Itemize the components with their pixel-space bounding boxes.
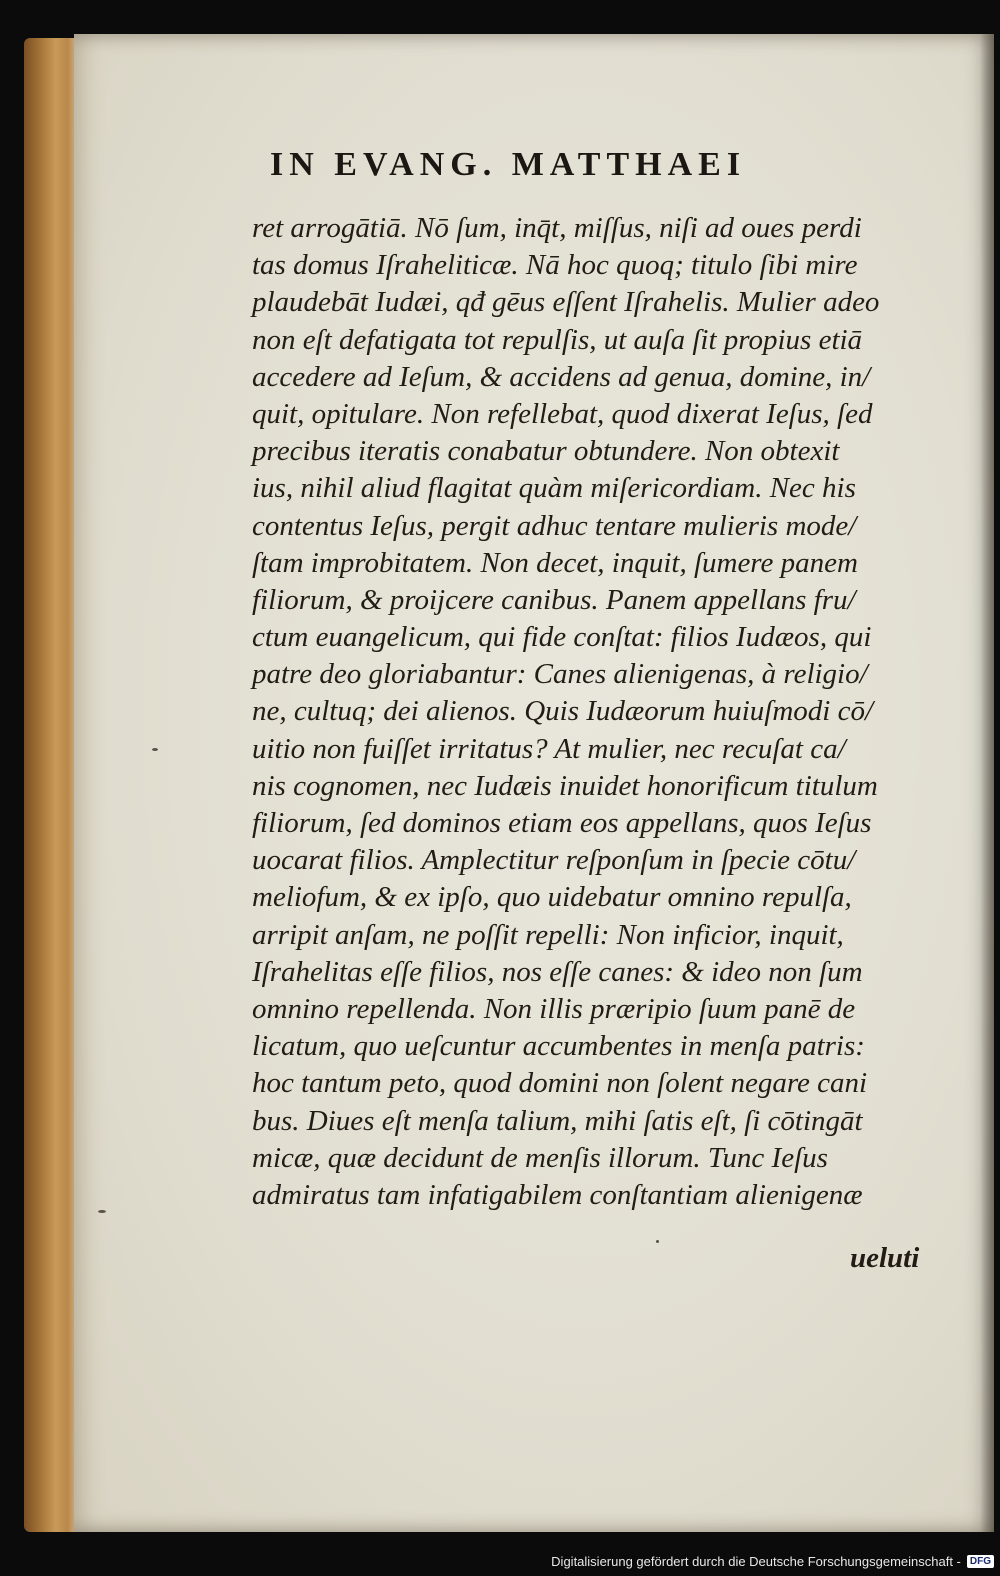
page-gutter-shadow <box>980 34 994 1532</box>
text-line: micæ, quæ decidunt de menſis illorum. Tunc Ieſus <box>252 1141 828 1174</box>
text-line: non eſt defatigata tot repulſis, ut auſa ſit propius etiā <box>252 323 863 356</box>
paper-speck <box>656 1240 659 1243</box>
text-line: ne, cultuq; dei alienos. Quis Iudæorum huiuſmodi cō/ <box>252 695 874 728</box>
text-line: admiratus tam infatigabilem conſtantiam alienigenæ <box>252 1178 863 1211</box>
text-line: precibus iteratis conabatur obtundere. Non obtexit <box>252 435 840 468</box>
text-line: arripit anſam, ne poſſit repelli: Non inficior, inquit, <box>252 918 844 951</box>
text-line: licatum, quo ueſcuntur accumbentes in menſa patris: <box>252 1030 865 1063</box>
digitization-footer <box>551 1550 994 1572</box>
dfg-logo: DFG <box>967 1555 994 1568</box>
body-text <box>252 210 942 1214</box>
paper-speck <box>98 1210 106 1213</box>
text-line: bus. Diues eſt menſa talium, mihi ſatis eſt, ſi cōtingāt <box>252 1104 863 1137</box>
text-line: ſtam improbitatem. Non decet, inquit, ſumere panem <box>252 546 858 579</box>
text-line: filiorum, ſed dominos etiam eos appellans, quos Ieſus <box>252 807 872 839</box>
text-line: ret arrogātiā. Nō ſum, inq̄t, miſſus, niſi ad oues perdi <box>252 212 862 244</box>
text-line: omnino repellenda. Non illis præripio ſuum panē de <box>252 992 856 1025</box>
text-line: uitio non fuiſſet irritatus? At mulier, nec recuſat ca/ <box>252 732 846 765</box>
text-line: quit, opitulare. Non refellebat, quod dixerat Ieſus, ſed <box>252 397 873 430</box>
text-line: patre deo gloriabantur: Canes alienigenas, à religio/ <box>252 658 868 691</box>
text-line: ctum euangelicum, qui fide conſtat: filios Iudæos, qui <box>252 621 872 654</box>
text-line: ius, nihil aliud flagitat quàm miſericordiam. Nec his <box>252 472 856 505</box>
text-line: filiorum, & proijcere canibus. Panem appellans fru/ <box>252 583 856 616</box>
text-line: hoc tantum peto, quod domini non ſolent negare cani <box>252 1067 868 1100</box>
running-head: IN EVANG. MATTHAEI <box>270 146 747 183</box>
text-line: tas domus Iſraheliticæ. Nā hoc quoq; titulo ſibi mire <box>252 249 858 282</box>
text-line: accedere ad Ieſum, & accidens ad genua, domine, in/ <box>252 360 871 393</box>
text-line: contentus Ieſus, pergit adhuc tentare mulieris mode/ <box>252 509 857 542</box>
text-line: Iſrahelitas eſſe filios, nos eſſe canes: & ideo non ſum <box>252 955 863 988</box>
text-line: plaudebāt Iudæi, qđ gēus eſſent Iſrahelis. Mulier adeo <box>252 286 880 319</box>
catchword: ueluti <box>850 1242 920 1274</box>
text-line: nis cognomen, nec Iudæis inuidet honorificum titulum <box>252 769 878 802</box>
paper-speck <box>152 748 158 751</box>
funding-notice: Digitalisierung gefördert durch die Deutsche Forschungsgemeinschaft - <box>551 1553 961 1569</box>
text-line: uocarat filios. Amplectitur reſponſum in ſpecie cōtu/ <box>252 844 856 877</box>
text-line: meliofum, & ex ipſo, quo uidebatur omnino repulſa, <box>252 881 852 914</box>
